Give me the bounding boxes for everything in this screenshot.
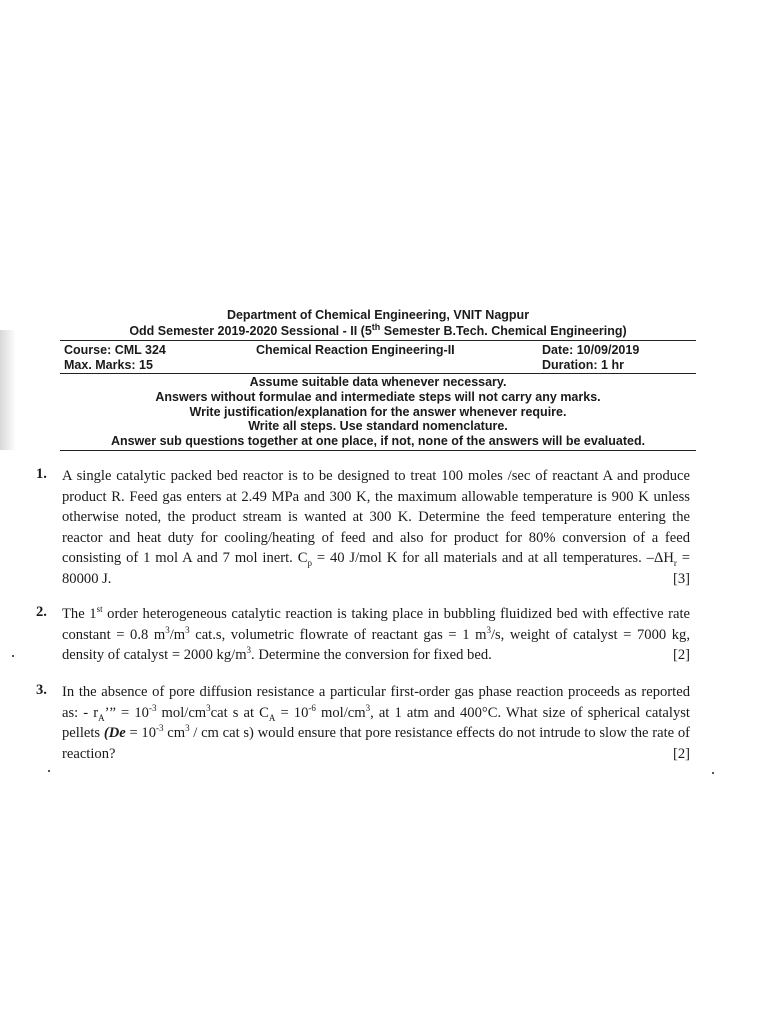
question-2-marks: [2] [672, 647, 690, 663]
instructions-rule [60, 450, 696, 451]
instruction-2: Answers without formulae and intermediate steps will not carry any marks. [155, 390, 601, 404]
instruction-1: Assume suitable data whenever necessary. [249, 375, 507, 389]
department-title: Department of Chemical Engineering, VNIT Nagpur [226, 308, 530, 322]
scan-speck [712, 772, 714, 774]
header-rule-bottom [60, 373, 696, 374]
instruction-5: Answer sub questions together at one place, if not, none of the answers will be evaluated. [110, 434, 646, 448]
semester-title: Odd Semester 2019-2020 Sessional - II (5th Semester B.Tech. Chemical Engineering) [129, 321, 627, 338]
scan-edge-shadow [0, 330, 16, 450]
instruction-3: Write justification/explanation for the answer whenever require. [189, 405, 567, 419]
course-subject: Chemical Reaction Engineering-II [256, 343, 455, 357]
question-2-number: 2. [36, 604, 47, 620]
header-rule-top [60, 340, 696, 341]
scan-speck [48, 770, 50, 772]
exam-date: Date: 10/09/2019 [542, 343, 640, 357]
question-2-text: The 1st order heterogeneous catalytic reaction is taking place in bubbling fluidized bed with effective rate constant = 0.8 $m^3/m^3$ cat.s, volumetric flowrate of reactant gas = 1 $m^3/s$, weight of catalyst = 7000 kg, density of catalyst = 2000 $kg/m^3$. Determine the conversion for fixed bed. [2] [62, 604, 690, 666]
question-3-number: 3. [36, 682, 47, 698]
question-3-text: In the absence of pore diffusion resistance a particular first-order gas phase reaction proceeds as reported as: - $r_A$’” = $10^{-3}$ mol/$cm^3cat$ s at $C_A = 10^{-6}$ mol/$cm^3$, at 1 atm and 400°C. What size of spherical catalyst pellets ($De = 10^{-3}$ $cm^3$ / cm cat s) would ensure that pore resistance effects do not intrude to slow the rate of reaction? [2] [62, 682, 690, 764]
question-1-text: A single catalytic packed bed reactor is to be designed to treat 100 moles /sec of reactant A and produce product R. Feed gas enters at 2.49 MPa and 300 K, the maximum allowable temperature is 900 K unless otherwise noted, the product stream is wanted at 300 K. Determine the feed temperature entering the reactor and heat duty for cooling/heating of feed and also for product for 80% conversion of a feed consisting of 1 mol A and 7 mol inert. $C_p = 40$ J/mol K for all materials and at all temperatures. $-\Delta H_r = 80000$ J. [3] [62, 466, 690, 589]
course-code: Course: CML 324 [64, 343, 166, 357]
question-1-marks: [3] [672, 570, 690, 587]
exam-duration: Duration: 1 hr [542, 358, 624, 372]
question-1-number: 1. [36, 466, 47, 482]
scan-speck [12, 655, 14, 657]
max-marks: Max. Marks: 15 [64, 358, 153, 372]
question-3-marks: [2] [672, 745, 690, 762]
instruction-4: Write all steps. Use standard nomenclature. [248, 419, 508, 433]
